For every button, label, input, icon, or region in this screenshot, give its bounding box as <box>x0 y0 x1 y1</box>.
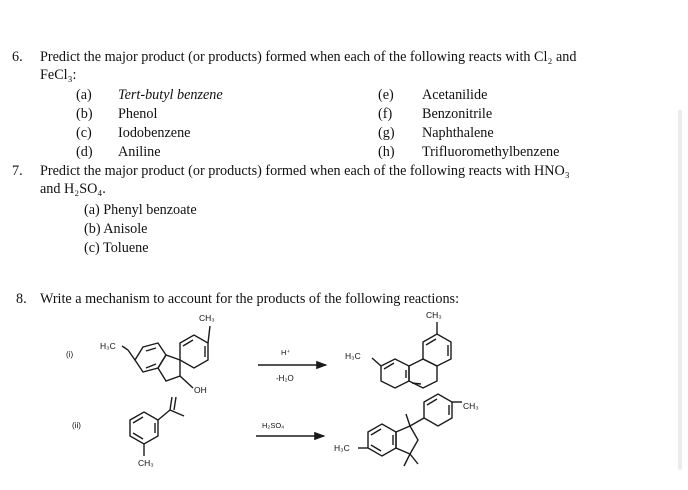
reaction-i-reagent-below: -H₂O <box>276 374 294 383</box>
reaction-ii-reagent-above: H₂SO₄ <box>262 421 285 430</box>
q6-number: 6. <box>12 49 23 65</box>
q7-item-c: (c) Toluene <box>84 240 149 256</box>
q7-item-b: (b) Anisole <box>84 221 148 237</box>
q6-item-letter-e: (e) <box>378 87 394 103</box>
product-ii-ch3-label: CH₃ <box>463 401 479 411</box>
q6-item-name-h: Trifluoromethylbenzene <box>422 144 560 160</box>
q7-text-line1: Predict the major product (or products) formed when each of the following reacts with HNO₃ <box>40 163 570 179</box>
reactant-i-structure <box>122 326 210 388</box>
q6-item-name-a: Tert-butyl benzene <box>118 87 223 103</box>
reaction-i-reagent-above: H⁺ <box>281 348 291 357</box>
scrollbar[interactable] <box>678 110 682 470</box>
q6-item-name-d: Aniline <box>118 144 161 160</box>
product-ii-structure <box>358 394 462 466</box>
q6-item-letter-g: (g) <box>378 125 395 141</box>
q6-item-letter-b: (b) <box>76 106 93 122</box>
product-ii-h3c-label: H₃C <box>334 443 350 453</box>
q6-item-letter-a: (a) <box>76 87 92 103</box>
product-i-h3c-label: H₃C <box>345 351 361 361</box>
q7-number: 7. <box>12 163 23 179</box>
q7-text-line2: and H₂SO₄. <box>40 181 106 197</box>
reactant-i-ch3-label: CH₃ <box>199 313 215 323</box>
q6-item-letter-h: (h) <box>378 144 395 160</box>
q8-number: 8. <box>16 291 27 307</box>
q7-item-a: (a) Phenyl benzoate <box>84 202 197 218</box>
q6-item-letter-f: (f) <box>378 106 393 122</box>
reactant-i-h3c-label: H₃C <box>100 341 116 351</box>
q6-item-name-f: Benzonitrile <box>422 106 493 122</box>
reactant-i-oh-label: OH <box>194 385 207 395</box>
q8-text: Write a mechanism to account for the products of the following reactions: <box>40 291 460 307</box>
q6-item-name-e: Acetanilide <box>422 87 488 103</box>
reaction-ii-label: (ii) <box>72 421 81 430</box>
q6-item-letter-d: (d) <box>76 144 93 160</box>
product-i-structure <box>372 322 451 388</box>
product-i-ch3-label: CH₃ <box>426 310 442 320</box>
q6-text-line1: Predict the major product (or products) formed when each of the following reacts with Cl₂ and <box>40 49 577 65</box>
reactant-ii-ch3-label: CH₃ <box>138 458 154 468</box>
q6-item-name-c: Iodobenzene <box>118 125 191 141</box>
reaction-i-label: (i) <box>66 350 74 359</box>
reactant-ii-structure <box>130 397 184 456</box>
q6-item-letter-c: (c) <box>76 125 92 141</box>
q6-item-name-b: Phenol <box>118 106 158 122</box>
q6-text-line2: FeCl₃: <box>40 67 77 83</box>
q6-item-name-g: Naphthalene <box>422 125 494 141</box>
